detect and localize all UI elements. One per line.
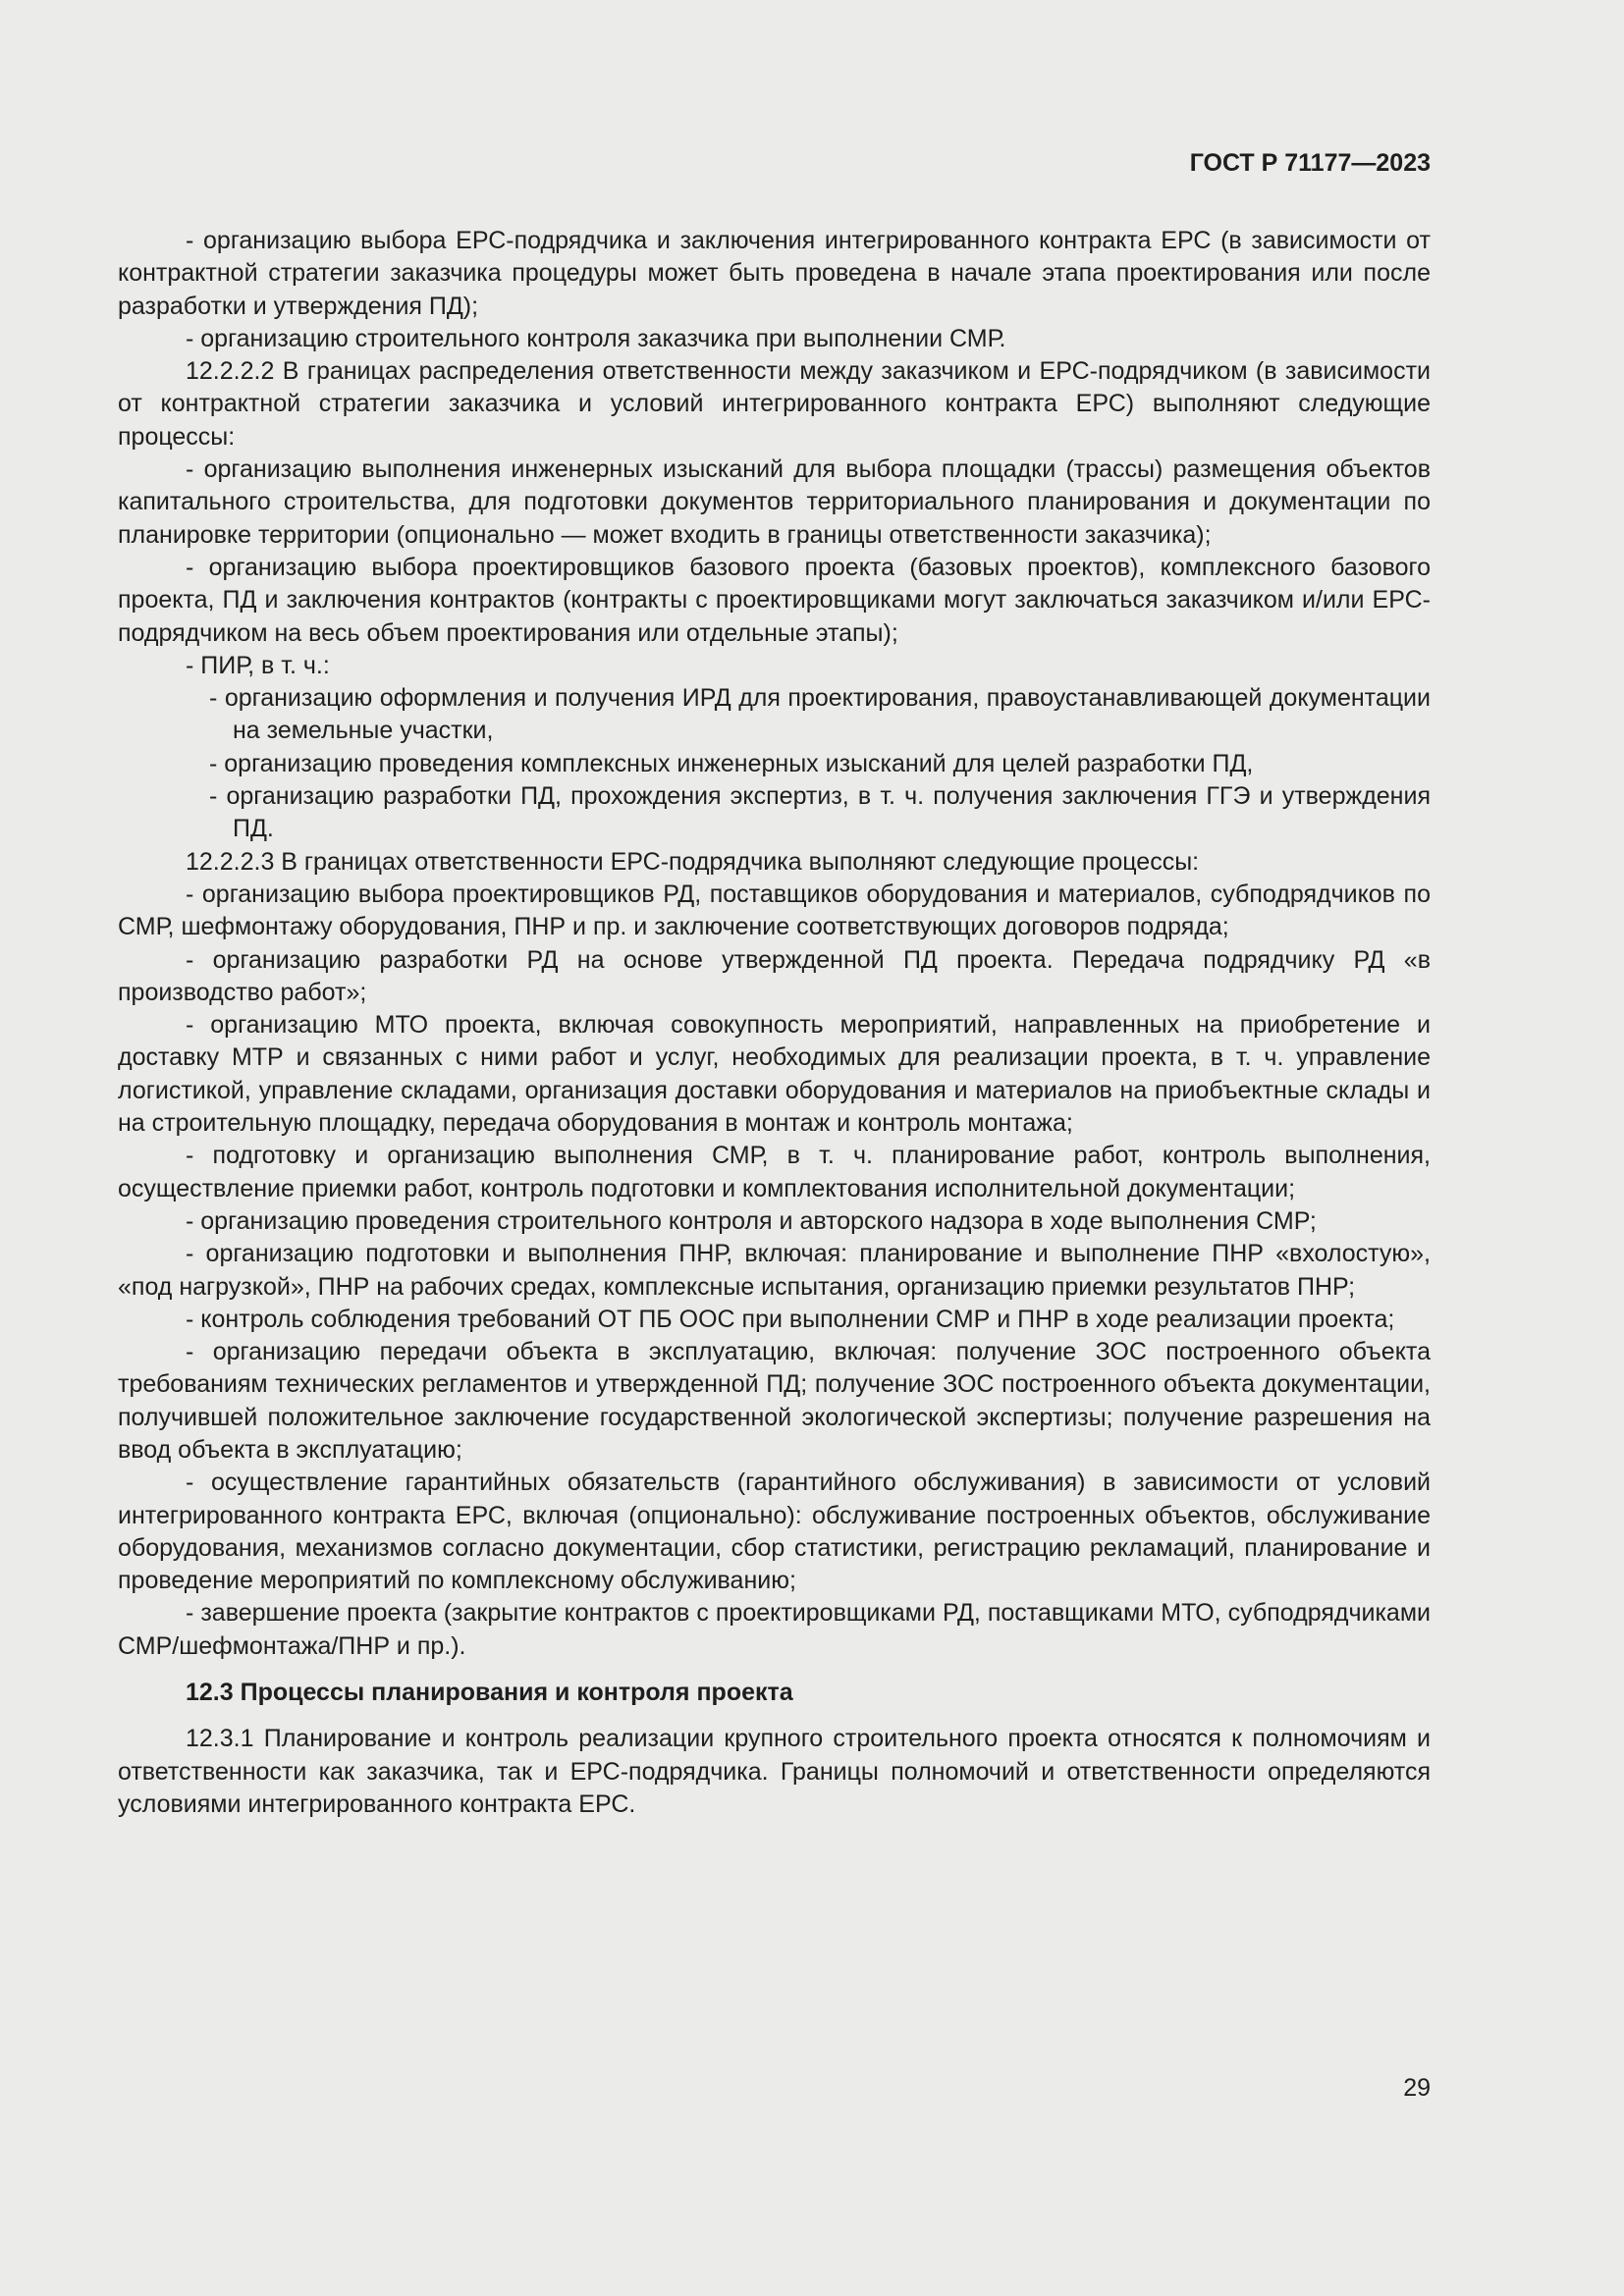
section-heading: 12.3 Процессы планирования и контроля проекта	[186, 1679, 793, 1707]
paragraph: - завершение проекта (закрытие контрактов с проектировщиками РД, поставщиками МТО, субподрядчиками СМР/шефмонтажа/ПНР и пр.).	[118, 1599, 1431, 1660]
paragraph: - организацию строительного контроля заказчика при выполнении СМР.	[186, 324, 1006, 352]
paragraph: 12.2.2.2 В границах распределения ответственности между заказчиком и ЕРС-подрядчиком (в зависимости от контрактной стратегии заказчика и условий интегрированного контракта ЕРС) выполняют следующие процессы:	[118, 357, 1431, 451]
paragraph: - организацию подготовки и выполнения ПНР, включая: планирование и выполнение ПНР «вхолостую», «под нагрузкой», ПНР на рабочих средах, комплексные испытания, организацию приемки результатов ПНР;	[118, 1240, 1431, 1301]
paragraph: 12.2.2.3 В границах ответственности ЕРС-подрядчика выполняют следующие процессы:	[186, 847, 1200, 876]
paragraph: - контроль соблюдения требований ОТ ПБ ООС при выполнении СМР и ПНР в ходе реализации проекта;	[186, 1305, 1395, 1333]
sub-list-item: - организацию проведения комплексных инженерных изысканий для целей разработки ПД,	[209, 749, 1254, 777]
paragraph: - организацию передачи объекта в эксплуатацию, включая: получение ЗОС построенного объекта требованиям технических регламентов и утвержденной ПД; получение ЗОС построенного объекта документации, получившей положительное заключение государственной экологической экспертизы; получение разрешения на ввод объекта в эксплуатацию;	[118, 1338, 1431, 1464]
paragraph: - организацию МТО проекта, включая совокупность мероприятий, направленных на приобретение и доставку МТР и связанных с ними работ и услуг, необходимых для реализации проекта, в т. ч. управление логистикой, управление складами, организация доставки оборудования и материалов на приобъектные склады и на строительную площадку, передача оборудования в монтаж и контроль монтажа;	[118, 1011, 1431, 1138]
paragraph: - организацию проведения строительного контроля и авторского надзора в ходе выполнения СМР;	[186, 1206, 1317, 1235]
paragraph: - организацию выбора проектировщиков базового проекта (базовых проектов), комплексного базового проекта, ПД и заключения контрактов (контракты с проектировщиками могут заключаться заказчиком и/или ЕРС-подрядчиком на весь объем проектирования или отдельные этапы);	[118, 553, 1431, 647]
page-number: 29	[1403, 2074, 1431, 2102]
sub-list-item: - организацию оформления и получения ИРД для проектирования, правоустанавливающей документации на земельные участки,	[209, 684, 1431, 745]
paragraph: 12.3.1 Планирование и контроль реализации крупного строительного проекта относятся к полномочиям и ответственности как заказчика, так и ЕРС-подрядчика. Границы полномочий и ответственности определяются условиями интегрированного контракта ЕРС.	[118, 1725, 1431, 1818]
paragraph: - подготовку и организацию выполнения СМР, в т. ч. планирование работ, контроль выполнения, осуществление приемки работ, контроль подготовки и комплектования исполнительной документации;	[118, 1142, 1431, 1202]
document-body	[118, 225, 1431, 1821]
paragraph: - организацию выполнения инженерных изысканий для выбора площадки (трассы) размещения объектов капитального строительства, для подготовки документов территориального планирования и документации по планировке территории (опционально — может входить в границы ответственности заказчика);	[118, 455, 1431, 549]
paragraph: - осуществление гарантийных обязательств (гарантийного обслуживания) в зависимости от условий интегрированного контракта ЕРС, включая (опционально): обслуживание построенных объектов, обслуживание оборудования, механизмов согласно документации, сбор статистики, регистрацию рекламаций, планирование и проведение мероприятий по комплексному обслуживанию;	[118, 1468, 1431, 1595]
paragraph: - ПИР, в т. ч.:	[186, 651, 330, 679]
paragraph: - организацию выбора ЕРС-подрядчика и заключения интегрированного контракта ЕРС (в зависимости от контрактной стратегии заказчика процедуры может быть проведена в начале этапа проектирования или после разработки и утверждения ПД);	[118, 227, 1431, 320]
paragraph: - организацию разработки РД на основе утвержденной ПД проекта. Передача подрядчику РД «в производство работ»;	[118, 945, 1431, 1006]
document-code: ГОСТ Р 71177—2023	[1189, 149, 1431, 177]
sub-list-item: - организацию разработки ПД, прохождения экспертиз, в т. ч. получения заключения ГГЭ и утверждения ПД.	[209, 782, 1431, 843]
paragraph: - организацию выбора проектировщиков РД, поставщиков оборудования и материалов, субподрядчиков по СМР, шефмонтажу оборудования, ПНР и пр. и заключение соответствующих договоров подряда;	[118, 880, 1431, 941]
